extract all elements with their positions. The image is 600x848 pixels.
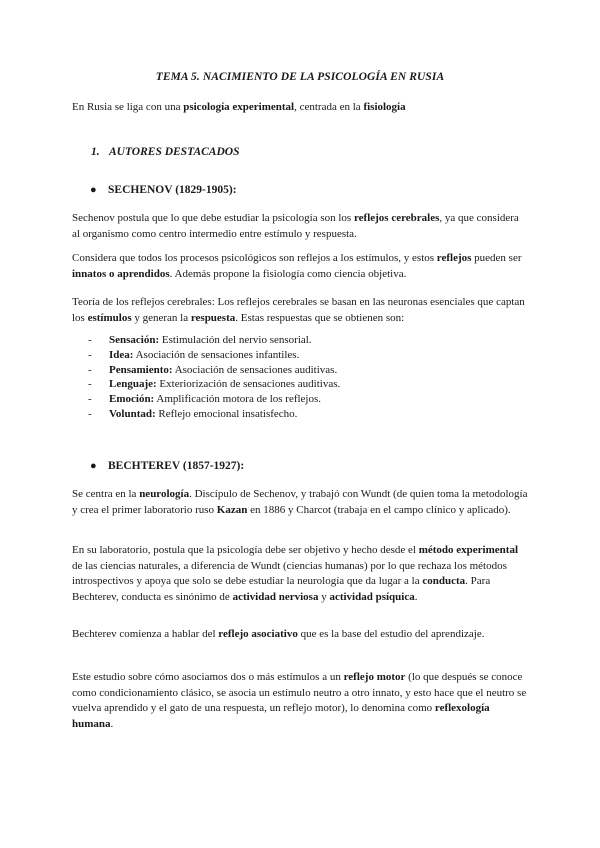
bullet-icon: ● <box>90 184 97 196</box>
author-name: SECHENOV (1829-1905): <box>108 184 237 196</box>
list-desc: Asociación de sensaciones infantiles. <box>133 348 300 361</box>
bold-term: reflejo asociativo <box>218 628 298 640</box>
list-term: Sensación: <box>109 334 160 346</box>
bold-term: reflejos <box>436 252 472 264</box>
text-run: Se centra en la <box>72 488 140 500</box>
text-run: En su laboratorio, postula que la psicología debe ser objetivo y hecho desde el <box>72 544 419 556</box>
text-run: . <box>414 590 418 603</box>
dash-marker: - <box>88 334 92 346</box>
text-run: Sechenov postula que lo que debe estudiar la psicología son los <box>72 212 354 224</box>
list-term: Idea: <box>109 348 134 361</box>
page-title: TEMA 5. NACIMIENTO DE LA PSICOLOGÍA EN RUSIA <box>155 71 445 83</box>
text-run: . Estas respuestas que se obtienen son: <box>235 311 405 324</box>
bullet-icon: ● <box>90 460 97 472</box>
bold-term: reflejos cerebrales <box>353 212 440 224</box>
text-run: y generan la <box>131 311 191 324</box>
bold-term: actividad nerviosa <box>232 590 319 603</box>
bold-term: método experimental <box>418 544 518 556</box>
bold-term: conducta <box>422 575 466 587</box>
bold-term: psicología experimental <box>183 101 295 113</box>
sechenov-paragraph-1 <box>72 211 528 242</box>
dash-marker: - <box>88 378 92 391</box>
text-run: Este estudio sobre cómo asociamos dos o más estímulos a un <box>72 671 344 683</box>
bold-term: innatos o aprendidos <box>72 267 170 280</box>
list-item <box>88 392 518 407</box>
intro-paragraph <box>72 100 528 116</box>
text-run: Teoría de los reflejos cerebrales: Los reflejos cerebrales se basan en las neuronas esenciales que captan los <box>72 296 525 324</box>
text-run: En Rusia se liga con una <box>72 101 184 113</box>
bold-term: neurología <box>139 488 190 500</box>
bold-term: Kazan <box>216 503 248 516</box>
list-item <box>88 333 518 348</box>
section-heading <box>91 146 240 158</box>
text-run: y <box>318 590 330 603</box>
response-list <box>88 333 518 422</box>
text-run: , centrada en la <box>294 101 364 113</box>
text-run: pueden ser <box>471 252 522 264</box>
text-run: en 1886 y Charcot (trabaja en el campo clínico y aplicado). <box>247 503 511 516</box>
bold-term: fisiología <box>363 101 406 113</box>
text-run: . <box>110 717 114 730</box>
dash-marker: - <box>88 348 92 361</box>
text-run: de las ciencias naturales, a diferencia de Wundt (ciencias humanas) por lo que rechaza los métodos introspectivos y apoya que solo se debe estudiar la neurología que da lugar a la <box>72 559 507 587</box>
text-run: que es la base del estudio del aprendizaje. <box>297 628 485 640</box>
list-item <box>88 407 518 422</box>
bold-term: actividad psíquica <box>329 590 415 603</box>
list-item <box>88 348 518 363</box>
section-label: AUTORES DESTACADOS <box>109 146 240 158</box>
list-term: Voluntad: <box>109 407 156 420</box>
list-desc: Reflejo emocional insatisfecho. <box>155 407 298 420</box>
author-heading-bechterev <box>90 460 244 472</box>
list-desc: Exteriorización de sensaciones auditivas. <box>156 378 341 391</box>
text-run: . Discípulo de Sechenov, y trabajó con Wundt (de quien toma la metodología y crea el primer laboratorio ruso <box>72 488 528 516</box>
text-run: . Para Bechterev, conducta es sinónimo de <box>72 575 491 603</box>
list-desc: Amplificación motora de los reflejos. <box>154 393 322 406</box>
bold-term: reflexología humana <box>72 702 490 730</box>
bechterev-paragraph-4 <box>72 670 528 732</box>
text-run: Considera que todos los procesos psicológicos son reflejos a los estímulos, y estos <box>72 252 437 264</box>
dash-marker: - <box>88 393 92 406</box>
dash-marker: - <box>88 363 92 376</box>
text-run: . Además propone la fisiología como ciencia objetiva. <box>169 267 407 280</box>
sechenov-paragraph-3 <box>72 295 528 326</box>
bold-term: reflejo motor <box>343 671 406 683</box>
bechterev-paragraph-3 <box>72 627 528 643</box>
list-item <box>88 363 518 378</box>
bechterev-paragraph-2 <box>72 543 528 605</box>
text-run: (lo que después se conoce como condicionamiento clásico, se asocia un estímulo neutro a otro innato, y esto hace que el neutro se vuelva aprendido y el gato de una respuesta, un reflejo motor), lo denomina como <box>72 671 527 714</box>
dash-marker: - <box>88 407 92 420</box>
list-item <box>88 377 518 392</box>
author-heading-sechenov <box>90 184 237 196</box>
section-number: 1. <box>91 146 100 158</box>
text-run: , ya que considera al organismo como centro intermedio entre estímulo y respuesta. <box>72 212 519 240</box>
list-term: Emoción: <box>109 393 155 406</box>
bold-term: respuesta <box>190 311 236 324</box>
text-run: Bechterev comienza a hablar del <box>72 628 219 640</box>
bechterev-paragraph-1 <box>72 487 528 518</box>
list-desc: Estimulación del nervio sensorial. <box>159 334 312 346</box>
bold-term: estímulos <box>87 311 132 324</box>
sechenov-paragraph-2 <box>72 251 528 282</box>
list-desc: Asociación de sensaciones auditivas. <box>172 363 338 376</box>
author-name: BECHTEREV (1857-1927): <box>108 460 245 472</box>
list-term: Lenguaje: <box>109 378 157 391</box>
list-term: Pensamiento: <box>109 363 173 376</box>
